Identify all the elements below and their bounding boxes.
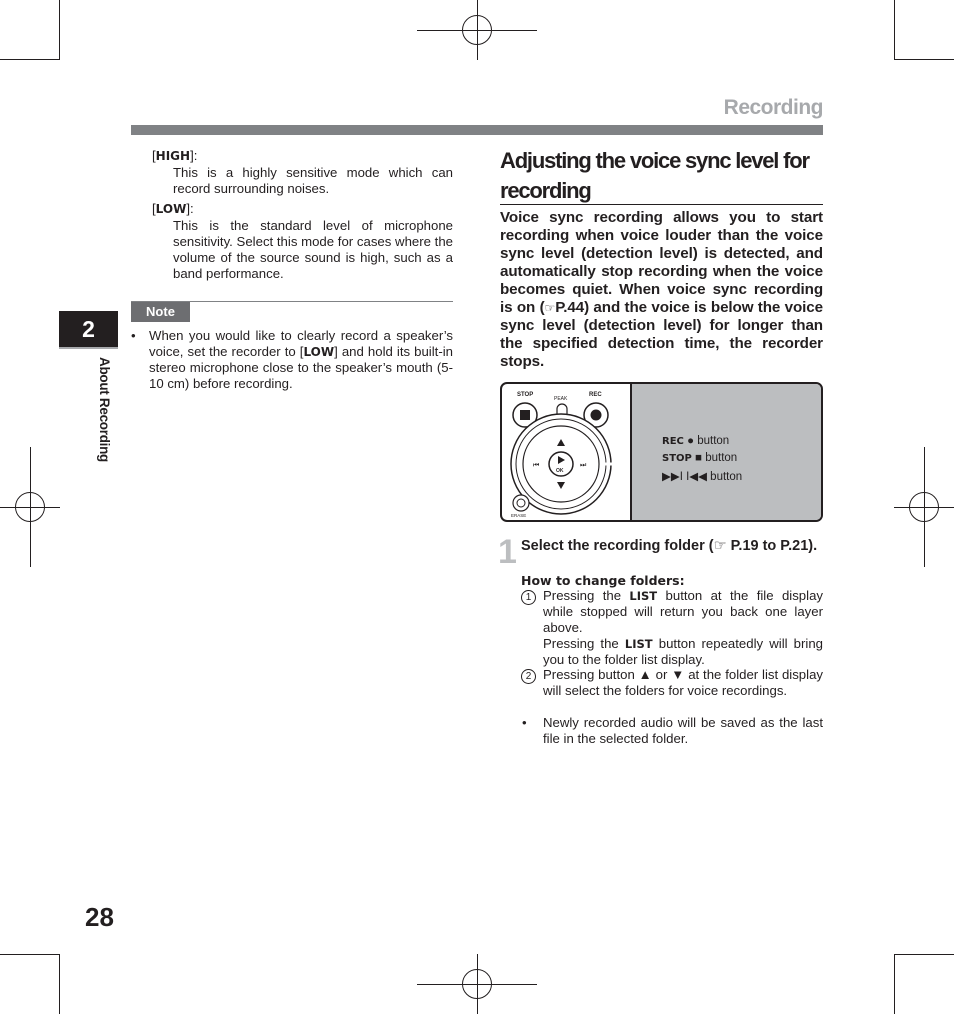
step-title: Select the recording folder (☞ P.19 to P.21). xyxy=(521,538,818,554)
skip-forward-icon: ⏭ xyxy=(580,461,587,469)
bullet-text: Newly recorded audio will be saved as the last file in the selected folder. xyxy=(543,715,823,746)
chapter-title: About Recording xyxy=(97,357,112,462)
main-heading: Adjusting the voice sync level for recording xyxy=(500,148,809,203)
reference-icon: ☞ xyxy=(544,300,556,315)
crop-mark xyxy=(894,0,895,60)
low-mode-label: [LOW]: xyxy=(152,201,194,216)
recorder-figure xyxy=(500,382,823,522)
skip-icons: ▶▶I I◀◀ xyxy=(662,471,707,483)
crop-mark xyxy=(894,59,954,60)
erase-button[interactable] xyxy=(513,495,529,511)
header-bar xyxy=(131,125,823,135)
registration-mark xyxy=(462,15,492,45)
heading-rule xyxy=(500,204,823,205)
chapter-number: 2 xyxy=(59,311,118,347)
note-badge: Note xyxy=(131,302,190,322)
crop-mark xyxy=(894,954,895,1014)
legend-skip: ▶▶I I◀◀ button xyxy=(662,471,743,483)
crop-mark xyxy=(59,954,60,1014)
step-number: 1 xyxy=(498,533,517,571)
section-title: Recording xyxy=(723,96,823,119)
item-1-text: Pressing the LIST button at the file display while stopped will return you back one layer above. Pressing the LIST button repeatedly will bring you to the folder list display. xyxy=(543,588,824,667)
registration-mark xyxy=(462,969,492,999)
rec-label: REC xyxy=(589,392,602,398)
bullet-marker: • xyxy=(522,715,527,730)
peak-label: PEAK xyxy=(554,396,568,402)
recorder-buttons-illustration xyxy=(502,384,630,520)
registration-mark xyxy=(15,492,45,522)
stop-label: STOP xyxy=(517,392,534,398)
item-2-text: Pressing button ▲ or ▼ at the folder list display will select the folders for voice recordings. xyxy=(543,667,823,698)
stop-square-icon: ■ xyxy=(695,452,703,464)
intro-text: Voice sync recording allows you to start recording when voice louder than the voice sync level (detection level) is detected, and automatically stop recording when the voice becomes quiet. When voice sync recording is on (☞P.44) and the voice is below the voice sync level (detection level) for longer than the specified detection time, the recorder stops. xyxy=(500,209,823,371)
ok-button[interactable] xyxy=(549,452,573,476)
legend-stop: STOP ■ button xyxy=(662,452,738,464)
how-to-label: How to change folders: xyxy=(521,573,685,588)
erase-label: ERASE xyxy=(511,513,527,518)
note-text: When you would like to clearly record a speaker’s voice, set the recorder to [LOW] and hold its built-in stereo microphone close to the speaker’s mouth (5-10 cm) before recording. xyxy=(149,328,453,391)
skip-back-icon: ⏮ xyxy=(533,461,540,469)
item-1-marker: 1 xyxy=(521,588,536,605)
low-mode-text: This is the standard level of microphone sensitivity. Select this mode for cases where the volume of the source sound is high, such as a band performance. xyxy=(173,218,453,281)
item-2-marker: 2 xyxy=(521,667,536,684)
svg-text:OK: OK xyxy=(556,468,564,474)
note-bullet: • xyxy=(131,328,136,343)
crop-mark xyxy=(894,954,954,955)
legend-rec: REC ● button xyxy=(662,435,730,447)
registration-mark xyxy=(909,492,939,522)
high-mode-text: This is a highly sensitive mode which can record surrounding noises. xyxy=(173,165,453,196)
reference-icon: ☞ xyxy=(713,538,731,554)
crop-mark xyxy=(0,954,60,955)
chapter-underline xyxy=(59,347,118,349)
crop-mark xyxy=(59,0,60,60)
page-number: 28 xyxy=(85,902,114,932)
record-dot-icon: ● xyxy=(687,435,695,447)
high-mode-label: [HIGH]: xyxy=(152,148,198,163)
crop-mark xyxy=(0,59,60,60)
